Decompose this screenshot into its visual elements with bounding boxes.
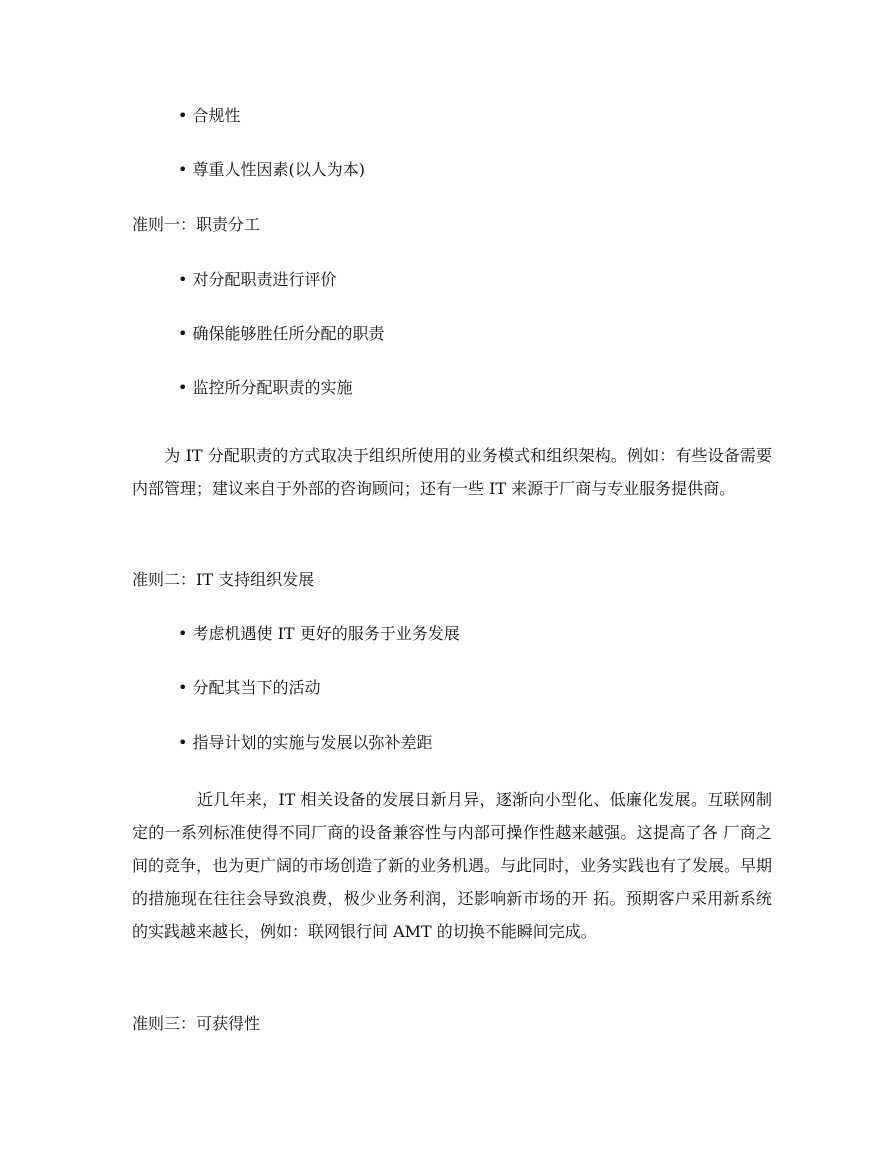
principle-2-bullet-opportunity: • 考虑机遇使 IT 更好的服务于业务发展 bbox=[178, 624, 460, 643]
principle-2-bullet-activities: • 分配其当下的活动 bbox=[178, 678, 321, 697]
principle-2-bullet-guide: • 指导计划的实施与发展以弥补差距 bbox=[178, 733, 433, 752]
principle-1-bullet-monitor: • 监控所分配职责的实施 bbox=[178, 378, 353, 397]
bullet-compliance: • 合规性 bbox=[178, 106, 241, 125]
principle-1-bullet-evaluate: • 对分配职责进行评价 bbox=[178, 270, 337, 289]
principle-2-heading: 准则二：IT 支持组织发展 bbox=[132, 570, 315, 589]
principle-2-paragraph: 近几年来，IT 相关设备的发展日新月异，逐渐向小型化、低廉化发展。互联网制定的一系列标准使得不同厂商的设备兼容性与内部可操作性越来越强。这提高了各 厂商之间的竞争，也为更广阔的市场创造了新的业务机遇。与此同时，业务实践也有了发展。早期的措施现在往往会导致浪费，极少业务利润，还影响新市场的开 拓。预期客户采用新系统的实践越来越长，例如：联网银行间 AMT 的切换不能瞬间完成。 bbox=[132, 790, 773, 941]
principle-1-heading: 准则一：职责分工 bbox=[132, 215, 261, 234]
principle-1-paragraph: 为 IT 分配职责的方式取决于组织所使用的业务模式和组织架构。例如：有些设备需要内部管理；建议来自于外部的咨询顾问；还有一些 IT 来源于厂商与专业服务提供商。 bbox=[132, 446, 772, 498]
bullet-human-factors: • 尊重人性因素(以人为本) bbox=[178, 160, 366, 179]
principle-3-heading: 准则三：可获得性 bbox=[132, 1014, 261, 1033]
principle-1-bullet-competence: • 确保能够胜任所分配的职责 bbox=[178, 324, 385, 343]
